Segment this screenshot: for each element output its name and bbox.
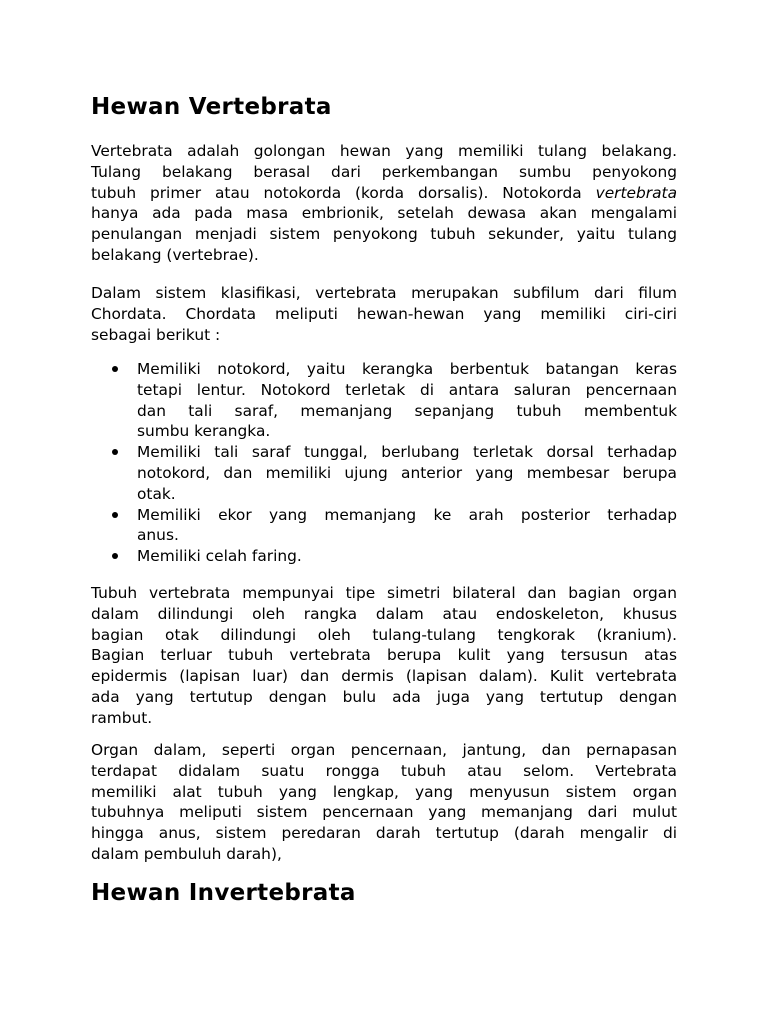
list-item-line: Memiliki tali saraf tunggal, berlubang terletak dorsal terhadap bbox=[137, 443, 677, 462]
bullet-icon bbox=[112, 512, 118, 518]
paragraph-line: terdapat didalam suatu rongga tubuh atau selom. Vertebrata bbox=[91, 761, 677, 780]
paragraph-line: Tubuh vertebrata mempunyai tipe simetri bilateral dan bagian organ bbox=[91, 584, 677, 602]
list-item-line: notokord, dan memiliki ujung anterior yang membesar berupa bbox=[137, 463, 677, 482]
paragraph-line: bagian otak dilindungi oleh tulang-tulang tengkorak (kranium). bbox=[91, 625, 677, 644]
list-item-line: Memiliki celah faring. bbox=[137, 547, 302, 566]
paragraph-line: hanya ada pada masa embrionik, setelah dewasa akan mengalami bbox=[91, 204, 677, 223]
paragraph-line: memiliki alat tubuh yang lengkap, yang menyusun sistem organ bbox=[91, 782, 677, 801]
paragraph-line: epidermis (lapisan luar) dan dermis (lapisan dalam). Kulit vertebrata bbox=[91, 667, 677, 686]
heading-hewan-invertebrata: Hewan Invertebrata bbox=[91, 880, 356, 906]
paragraph-line: dalam pembuluh darah), bbox=[91, 844, 282, 863]
list-item-line: Memiliki ekor yang memanjang ke arah posterior terhadap bbox=[137, 505, 677, 524]
paragraph-line: belakang (vertebrae). bbox=[91, 245, 259, 264]
list-item-line: anus. bbox=[137, 526, 179, 545]
list-item-line: Memiliki notokord, yaitu kerangka berbentuk batangan keras bbox=[137, 360, 677, 378]
list-item-line: sumbu kerangka. bbox=[137, 422, 271, 441]
paragraph-line: Bagian terluar tubuh vertebrata berupa kulit yang tersusun atas bbox=[91, 646, 677, 665]
paragraph-internal-organs bbox=[91, 740, 677, 865]
bullet-icon bbox=[112, 553, 118, 559]
list-item bbox=[91, 442, 677, 504]
list-item-line: tetapi lentur. Notokord terletak di antara saluran pencernaan bbox=[137, 380, 677, 399]
chordata-characteristics-list bbox=[91, 359, 677, 567]
paragraph-line: Chordata. Chordata meliputi hewan-hewan yang memiliki ciri-ciri bbox=[91, 304, 677, 323]
paragraph-line: dalam dilindungi oleh rangka dalam atau endoskeleton, khusus bbox=[91, 604, 677, 623]
paragraph-classification bbox=[91, 283, 677, 345]
paragraph-line-text: tubuh primer atau notokorda (korda dorsalis). Notokorda bbox=[91, 183, 582, 202]
paragraph-line: hingga anus, sistem peredaran darah tertutup (darah mengalir di bbox=[91, 824, 677, 843]
list-item-line: dan tali saraf, memanjang sepanjang tubuh membentuk bbox=[137, 401, 677, 420]
paragraph-line: Tulang belakang berasal dari perkembangan sumbu penyokong bbox=[91, 162, 677, 181]
paragraph-line: sebagai berikut : bbox=[91, 325, 221, 344]
italic-term: vertebrata bbox=[595, 183, 677, 202]
heading-hewan-vertebrata: Hewan Vertebrata bbox=[91, 94, 332, 120]
paragraph-line bbox=[91, 183, 677, 204]
paragraph-line: penulangan menjadi sistem penyokong tubuh sekunder, yaitu tulang bbox=[91, 225, 677, 244]
paragraph-body-structure bbox=[91, 583, 677, 729]
paragraph-line: ada yang tertutup dengan bulu ada juga yang tertutup dengan bbox=[91, 687, 677, 706]
paragraph-line: rambut. bbox=[91, 708, 153, 727]
list-item bbox=[91, 359, 677, 442]
bullet-icon bbox=[112, 366, 118, 372]
paragraph-line: Vertebrata adalah golongan hewan yang memiliki tulang belakang. bbox=[91, 142, 677, 160]
paragraph-definition bbox=[91, 141, 677, 266]
list-item-line: otak. bbox=[137, 484, 176, 503]
paragraph-line: Organ dalam, seperti organ pencernaan, jantung, dan pernapasan bbox=[91, 741, 677, 759]
list-item bbox=[91, 505, 677, 547]
bullet-icon bbox=[112, 449, 118, 455]
paragraph-line: Dalam sistem klasifikasi, vertebrata merupakan subfilum dari filum bbox=[91, 284, 677, 302]
list-item bbox=[91, 546, 677, 567]
paragraph-line: tubuhnya meliputi sistem pencernaan yang memanjang dari mulut bbox=[91, 803, 677, 822]
